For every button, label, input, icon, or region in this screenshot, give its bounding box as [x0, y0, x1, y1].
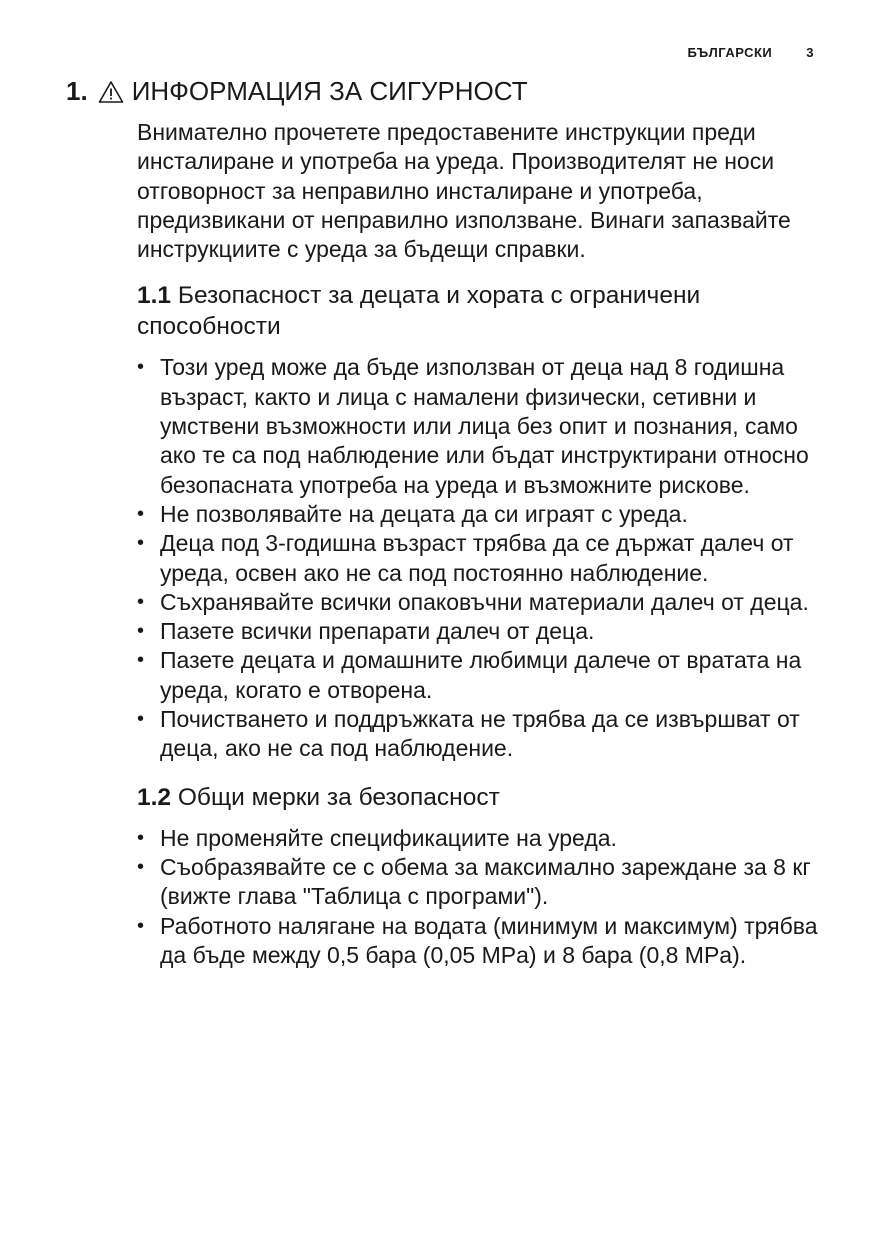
chapter-title [66, 76, 528, 107]
warning-triangle-icon [98, 80, 124, 104]
section-title-2 [137, 782, 827, 813]
running-header [688, 45, 814, 60]
bullet-list-1 [137, 353, 827, 763]
list-item: • Пазете децата и домашните любимци далече от вратата на уреда, когато е отворена. [137, 647, 802, 703]
list-item: • Не променяйте спецификациите на уреда. [137, 824, 617, 851]
page-number: 3 [806, 45, 814, 60]
list-item: • Съобразявайте се с обема за максимално зареждане за 8 кг (вижте глава "Таблица с програми"). [137, 853, 811, 910]
list-item: • Работното налягане на водата (минимум и максимум) трябва да бъде между 0,5 бара (0,05 MPa) и 8 бара (0,8 MPa). [137, 912, 818, 968]
section-number: 1.1 [137, 282, 172, 310]
chapter-title-text: ИНФОРМАЦИЯ ЗА СИГУРНОСТ [131, 76, 528, 106]
section-title-text: Безопасност за децата и хората с ограничени способности [137, 282, 701, 341]
list-item: • Този уред може да бъде използван от деца над 8 годишна възраст, както и лица с намалени физически, сетивни и умствени възможности или лица без опит и познания, само ако те са под наблюдение или бъдат инструктирани относно безопасната употреба на уреда и възможните рискове. [137, 354, 809, 498]
list-item: • Не позволявайте на децата да си играят с уреда. [137, 500, 688, 527]
section-title-text: Общи мерки за безопасност [177, 783, 500, 811]
bullet-list-2 [137, 824, 827, 970]
section-title-1 [137, 280, 827, 342]
chapter-number: 1. [66, 76, 88, 106]
list-item: • Пазете всички препарати далеч от деца. [137, 618, 595, 645]
list-item: • Почистването и поддръжката не трябва да се извършват от деца, ако не са под наблюдение. [137, 706, 800, 762]
content [137, 118, 827, 988]
list-item: • Съхранявайте всички опаковъчни материали далеч от деца. [137, 588, 809, 615]
header-language: БЪЛГАРСКИ [687, 45, 773, 60]
list-item: • Деца под 3-годишна възраст трябва да се държат далеч от уреда, освен ако не са под постоянно наблюдение. [137, 530, 794, 586]
section-number: 1.2 [137, 783, 172, 811]
intro-paragraph: Внимателно прочетете предоставените инструкции преди инсталиране и употреба на уреда. Производителят не носи отговорност за неправилно инсталиране и употреба, предизвикани от неправилно използване. Винаги запазвайте инструкциите с уреда за бъдещи справки. [137, 119, 791, 263]
